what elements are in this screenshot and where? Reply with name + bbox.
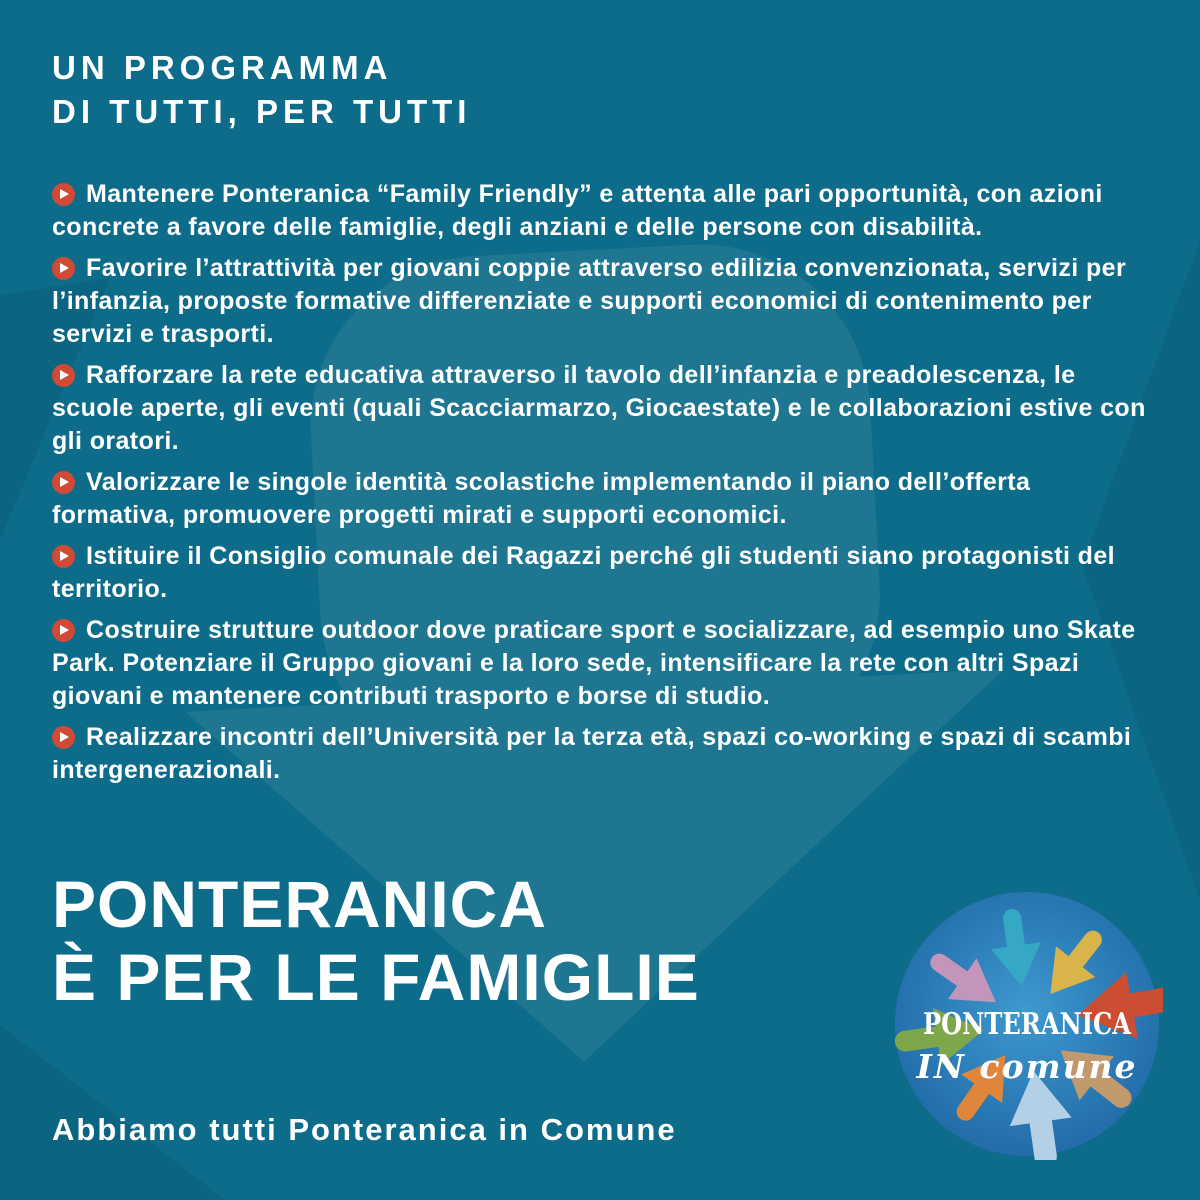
program-point-text: Favorire l’attrattività per giovani coppie attraverso edilizia convenzionata, servizi per l’infanzia, proposte formative differenziate e supporti economici di contenimento per servizi e trasporti. — [52, 254, 1127, 348]
program-list — [52, 178, 1150, 795]
logo-svg — [891, 888, 1163, 1160]
list-item — [52, 721, 1150, 787]
logo-subtitle-text: IN comune — [916, 1047, 1138, 1086]
program-point-text: Valorizzare le singole identità scolastiche implementando il piano dell’offerta formativa, promuovere progetti mirati e supporti economici. — [52, 468, 1031, 529]
play-bullet-icon — [52, 257, 75, 280]
section-title-line-1: PONTERANICA — [52, 867, 548, 941]
list-item — [52, 359, 1150, 458]
play-bullet-icon — [52, 183, 75, 206]
program-point-text: Costruire strutture outdoor dove praticare sport e socializzare, ad esempio uno Skate Park. Potenziare il Gruppo giovani e la loro sede, intensificare la rete con altri Spazi giovani e mantenere contributi trasporto e borse di studio. — [52, 616, 1136, 710]
slogan-text: Abbiamo tutti Ponteranica in Comune — [52, 1112, 677, 1147]
program-point-text: Rafforzare la rete educativa attraverso il tavolo dell’infanzia e preadolescenza, le scuole aperte, gli eventi (quali Scacciarmarzo, Giocaestate) e le collaborazioni estive con gli oratori. — [52, 361, 1146, 455]
list-item — [52, 540, 1150, 606]
play-bullet-icon — [52, 726, 75, 749]
play-bullet-icon — [52, 545, 75, 568]
logo-ponteranica-in-comune — [891, 888, 1163, 1160]
headline-line-1: UN PROGRAMMA — [52, 49, 393, 86]
play-bullet-icon — [52, 471, 75, 494]
list-item — [52, 466, 1150, 532]
play-bullet-icon — [52, 619, 75, 642]
logo-title-text: PONTERANICA — [923, 1007, 1132, 1042]
program-point-text: Realizzare incontri dell’Università per la terza età, spazi co-working e spazi di scambi intergenerazionali. — [52, 723, 1132, 784]
program-point-text: Istituire il Consiglio comunale dei Ragazzi perché gli studenti siano protagonisti del territorio. — [52, 542, 1115, 603]
headline-line-2: DI TUTTI, PER TUTTI — [52, 93, 472, 130]
play-bullet-icon — [52, 364, 75, 387]
list-item — [52, 252, 1150, 351]
section-title-line-2: È PER LE FAMIGLIE — [52, 940, 700, 1014]
program-point-text: Mantenere Ponteranica “Family Friendly” e attenta alle pari opportunità, con azioni concrete a favore delle famiglie, degli anziani e delle persone con disabilità. — [52, 180, 1103, 241]
section-title — [52, 868, 700, 1014]
headline — [52, 46, 471, 134]
list-item — [52, 614, 1150, 713]
list-item — [52, 178, 1150, 244]
